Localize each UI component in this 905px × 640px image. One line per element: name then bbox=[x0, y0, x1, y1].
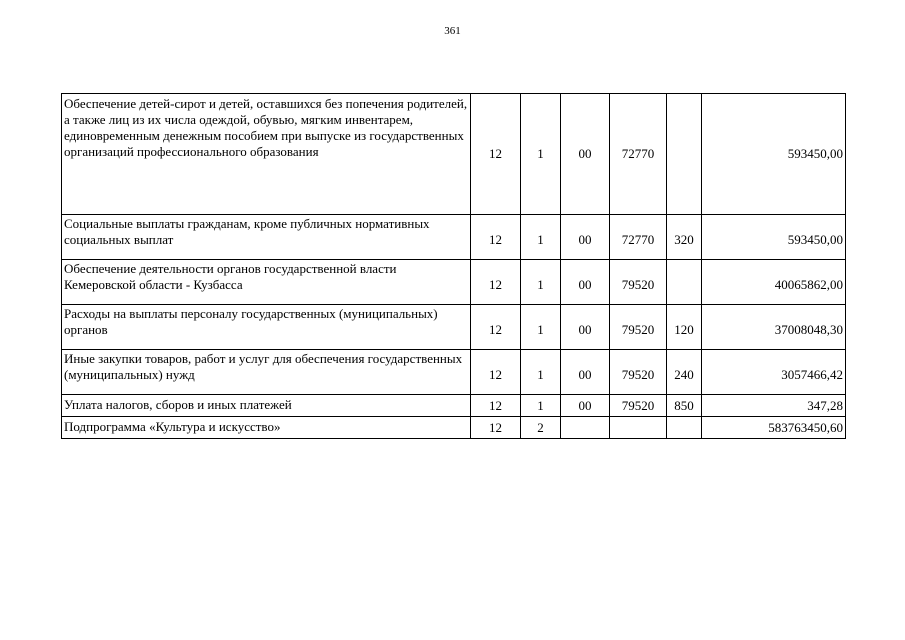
row-section: 12 bbox=[471, 395, 521, 417]
row-subsection: 2 bbox=[521, 417, 561, 439]
row-amount: 40065862,00 bbox=[702, 260, 846, 305]
row-program: 00 bbox=[561, 260, 610, 305]
row-description: Подпрограмма «Культура и искусство» bbox=[62, 417, 471, 439]
row-article: 79520 bbox=[610, 350, 667, 395]
row-subsection: 1 bbox=[521, 94, 561, 215]
row-expense-type bbox=[667, 94, 702, 215]
table-row bbox=[62, 94, 846, 215]
row-section: 12 bbox=[471, 94, 521, 215]
table-row bbox=[62, 305, 846, 350]
row-subsection: 1 bbox=[521, 260, 561, 305]
row-amount: 593450,00 bbox=[702, 94, 846, 215]
row-subsection: 1 bbox=[521, 395, 561, 417]
page-number: 361 bbox=[444, 25, 461, 37]
row-section: 12 bbox=[471, 417, 521, 439]
row-description: Уплата налогов, сборов и иных платежей bbox=[62, 395, 471, 417]
row-section: 12 bbox=[471, 260, 521, 305]
row-amount: 347,28 bbox=[702, 395, 846, 417]
budget-table bbox=[61, 93, 846, 439]
row-expense-type: 850 bbox=[667, 395, 702, 417]
row-subsection: 1 bbox=[521, 350, 561, 395]
table-row bbox=[62, 260, 846, 305]
row-amount: 583763450,60 bbox=[702, 417, 846, 439]
row-amount: 593450,00 bbox=[702, 215, 846, 260]
row-expense-type: 240 bbox=[667, 350, 702, 395]
table-row bbox=[62, 395, 846, 417]
row-program: 00 bbox=[561, 305, 610, 350]
row-subsection: 1 bbox=[521, 215, 561, 260]
row-article: 79520 bbox=[610, 305, 667, 350]
table-row bbox=[62, 215, 846, 260]
row-article: 72770 bbox=[610, 94, 667, 215]
row-amount: 37008048,30 bbox=[702, 305, 846, 350]
row-program: 00 bbox=[561, 215, 610, 260]
row-section: 12 bbox=[471, 350, 521, 395]
row-article: 72770 bbox=[610, 215, 667, 260]
row-description: Расходы на выплаты персоналу государственных (муниципальных) органов bbox=[62, 305, 471, 350]
row-program bbox=[561, 417, 610, 439]
row-section: 12 bbox=[471, 215, 521, 260]
row-program: 00 bbox=[561, 350, 610, 395]
row-expense-type: 320 bbox=[667, 215, 702, 260]
row-expense-type bbox=[667, 260, 702, 305]
row-expense-type: 120 bbox=[667, 305, 702, 350]
row-article: 79520 bbox=[610, 395, 667, 417]
row-expense-type bbox=[667, 417, 702, 439]
row-description: Социальные выплаты гражданам, кроме публичных нормативных социальных выплат bbox=[62, 215, 471, 260]
row-article bbox=[610, 417, 667, 439]
row-description: Обеспечение детей-сирот и детей, оставшихся без попечения родителей, а также лиц из их числа одеждой, обувью, мягким инвентарем, единовременным денежным пособием при выпуске из государственных организаций профессионального образования bbox=[62, 94, 471, 215]
table-row bbox=[62, 350, 846, 395]
row-subsection: 1 bbox=[521, 305, 561, 350]
table-row bbox=[62, 417, 846, 439]
row-program: 00 bbox=[561, 395, 610, 417]
row-description: Обеспечение деятельности органов государственной власти Кемеровской области - Кузбасса bbox=[62, 260, 471, 305]
row-amount: 3057466,42 bbox=[702, 350, 846, 395]
row-program: 00 bbox=[561, 94, 610, 215]
row-section: 12 bbox=[471, 305, 521, 350]
row-description: Иные закупки товаров, работ и услуг для обеспечения государственных (муниципальных) нужд bbox=[62, 350, 471, 395]
row-article: 79520 bbox=[610, 260, 667, 305]
